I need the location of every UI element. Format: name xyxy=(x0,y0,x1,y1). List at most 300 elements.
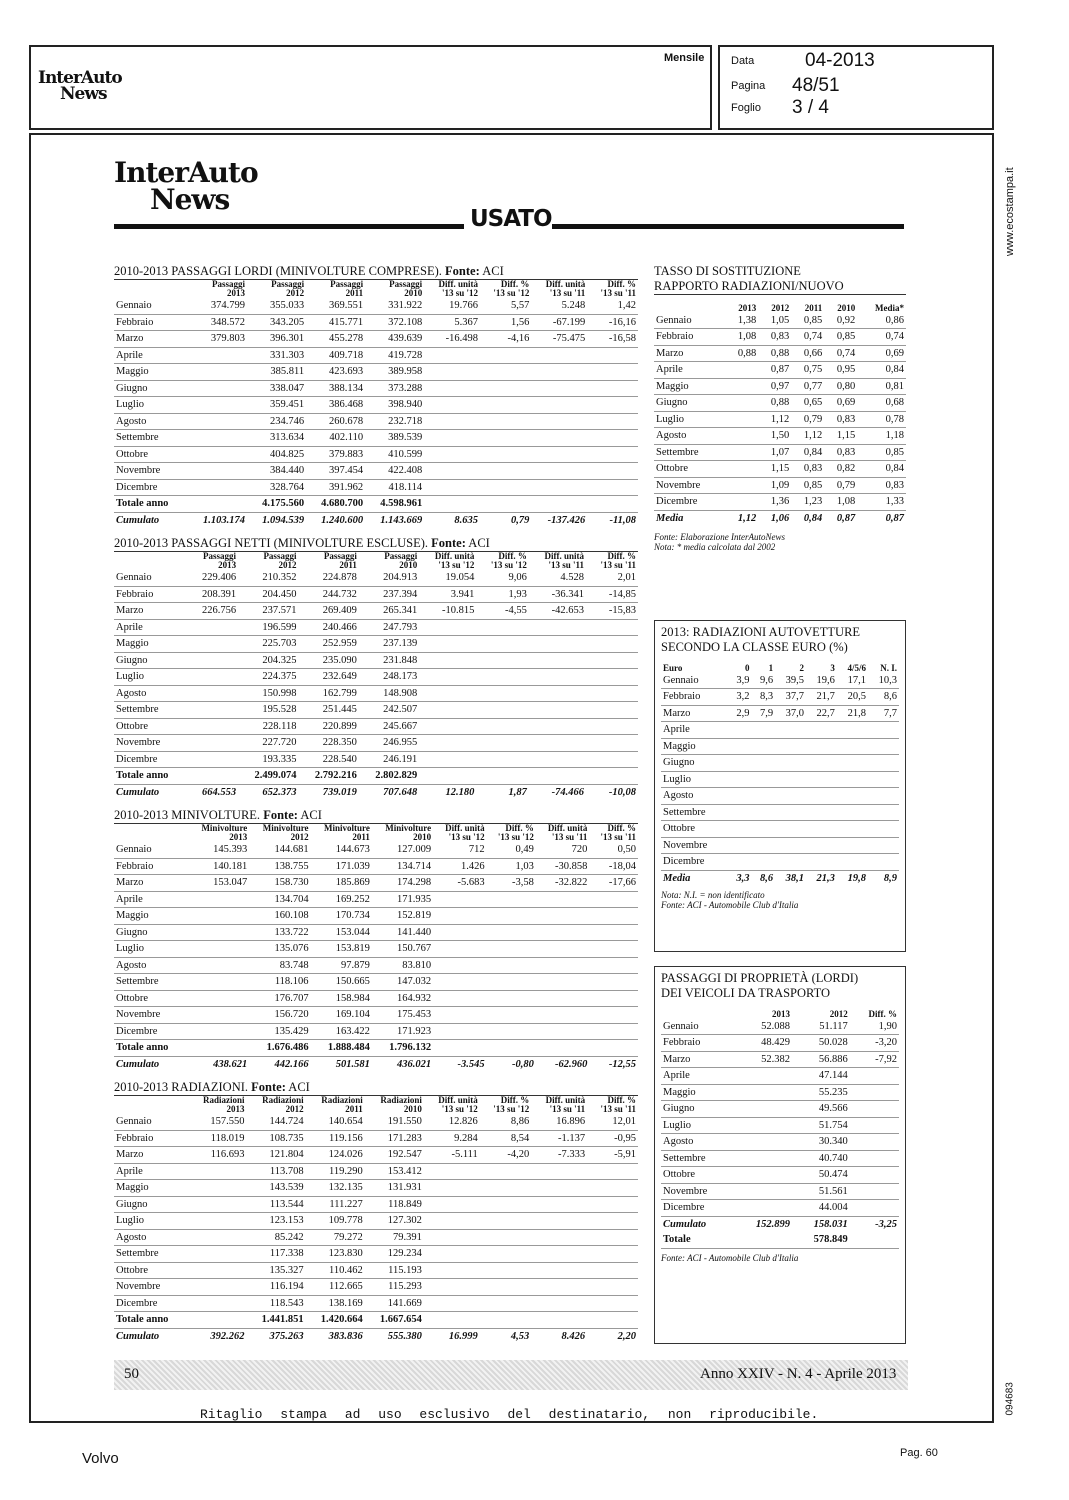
table-cell xyxy=(480,1213,531,1230)
table-cell xyxy=(536,908,590,925)
header-cell: Diff. unità '13 su '12 xyxy=(445,823,485,842)
header-cell: Diff. % '13 su '12 xyxy=(490,551,527,570)
table-row xyxy=(661,1200,899,1217)
table-cell: -12,55 xyxy=(608,1058,636,1070)
table-cell xyxy=(587,413,638,430)
table-cell: Maggio xyxy=(661,738,728,755)
header-cell: Passaggi 2013 xyxy=(212,279,246,298)
table-row xyxy=(661,1167,899,1184)
table-cell: 8.426 xyxy=(561,1330,586,1342)
table-row xyxy=(661,1150,899,1167)
table-cell: 85.242 xyxy=(247,1229,306,1246)
header-cell: Diff. % '13 su '11 xyxy=(600,279,636,298)
table-cell xyxy=(536,941,590,958)
table-cell xyxy=(487,990,536,1007)
table-cell xyxy=(480,479,531,496)
table-cell: 3,9 xyxy=(728,673,752,689)
table-cell: 153.047 xyxy=(188,875,249,892)
table-cell xyxy=(589,990,638,1007)
mensile-label: Mensile xyxy=(664,52,705,64)
table-cell xyxy=(419,685,476,702)
table-cell: -3.545 xyxy=(457,1058,485,1070)
table-cell: Settembre xyxy=(114,702,188,719)
table-cell: Gennaio xyxy=(661,673,728,689)
header-cell: Radiazioni 2010 xyxy=(380,1095,422,1114)
table-cell: 0,88 xyxy=(725,345,758,362)
table-cell xyxy=(433,957,487,974)
table-cell: 1.094.539 xyxy=(262,514,305,526)
table-cell xyxy=(188,1196,247,1213)
table-row xyxy=(114,702,638,719)
table-cell: 135.076 xyxy=(249,941,310,958)
table-cell: 22,7 xyxy=(806,705,837,722)
table-cell: 0,49 xyxy=(487,842,536,858)
table-cell: 1,90 xyxy=(850,1019,899,1035)
table-cell xyxy=(424,347,480,364)
table-cell: 10,3 xyxy=(868,673,899,689)
table-cell: 117.338 xyxy=(247,1246,306,1263)
table-cell: 1,38 xyxy=(725,313,758,329)
table-cell xyxy=(837,854,868,871)
table-cell xyxy=(728,738,752,755)
header-cell: 2011 xyxy=(804,302,823,313)
table-cell: 0,79 xyxy=(511,514,530,526)
table-cell: 0,65 xyxy=(791,395,824,412)
table-row xyxy=(114,768,638,785)
table-cell: 501.581 xyxy=(335,1058,370,1070)
table-cell: 135.327 xyxy=(247,1262,306,1279)
table-cell: 19.054 xyxy=(419,570,476,586)
table-cell: -3,25 xyxy=(875,1218,897,1230)
table-row xyxy=(114,1328,638,1344)
table-cell xyxy=(531,496,587,513)
table-cell: 49.566 xyxy=(792,1101,850,1118)
table-row xyxy=(661,755,899,772)
table-cell: 246.191 xyxy=(359,751,419,768)
table-row xyxy=(661,788,899,805)
table-cell: 328.764 xyxy=(247,479,306,496)
table-cell: 3,3 xyxy=(736,872,750,884)
table-cell: 195.528 xyxy=(238,702,298,719)
left-column xyxy=(114,264,638,1344)
table-cell: 1,93 xyxy=(476,586,529,603)
table-row xyxy=(114,784,638,800)
table-cell xyxy=(480,1246,531,1263)
r2-fonte: Fonte: ACI - Automobile Club d'Italia xyxy=(661,900,799,910)
table-cell xyxy=(587,496,638,513)
table-cell xyxy=(586,652,638,669)
table-cell: 123.830 xyxy=(306,1246,365,1263)
table-cell: 4.680.700 xyxy=(306,496,365,513)
table-cell xyxy=(734,1068,792,1085)
table-row xyxy=(661,1019,899,1035)
table-cell: 21,8 xyxy=(837,705,868,722)
table-cell xyxy=(531,1279,587,1296)
t1-title xyxy=(114,264,638,279)
table-cell: Luglio xyxy=(661,1117,734,1134)
table-cell xyxy=(586,636,638,653)
table-cell: -11,08 xyxy=(609,514,636,526)
table-cell xyxy=(725,461,758,478)
header-cell: Minivolture 2011 xyxy=(324,823,370,842)
table-cell: Ottobre xyxy=(114,446,188,463)
table-cell: 1,05 xyxy=(758,313,791,329)
table-cell xyxy=(587,479,638,496)
table-cell: Agosto xyxy=(654,428,725,445)
table-row xyxy=(114,1279,638,1296)
table-cell: -5.683 xyxy=(433,875,487,892)
footer-issue: Anno XXIV - N. 4 - Aprile 2013 xyxy=(700,1366,897,1382)
table-cell xyxy=(586,718,638,735)
table-cell xyxy=(587,397,638,414)
table-cell: 419.728 xyxy=(365,347,424,364)
table-cell: -75.475 xyxy=(531,331,587,348)
table-cell xyxy=(850,1134,899,1151)
header-cell: Diff. unità '13 su '12 xyxy=(438,279,479,298)
table-row xyxy=(114,570,638,586)
table-cell: 140.181 xyxy=(188,858,249,875)
table-cell: 652.373 xyxy=(262,786,297,798)
table-cell xyxy=(424,1180,480,1197)
table-cell: 204.913 xyxy=(359,570,419,586)
r2-title-1: 2013: RADIAZIONI AUTOVETTURE xyxy=(661,625,861,639)
table-cell: 0,80 xyxy=(824,378,857,395)
table-cell: 1.676.486 xyxy=(249,1040,310,1057)
table-cell: 171.039 xyxy=(311,858,372,875)
table-cell: 144.724 xyxy=(247,1114,306,1130)
table-row xyxy=(114,331,638,348)
table-cell: Settembre xyxy=(114,974,188,991)
table-cell: Totale anno xyxy=(114,768,188,785)
table-cell: 152.819 xyxy=(372,908,433,925)
table-cell: Ottobre xyxy=(661,1167,734,1184)
table-cell xyxy=(531,1295,587,1312)
table-cell xyxy=(837,771,868,788)
table-cell xyxy=(868,738,899,755)
table-cell: 134.714 xyxy=(372,858,433,875)
table-row xyxy=(661,1084,899,1101)
foglio-value: 3 / 4 xyxy=(792,97,829,118)
table-cell: -16,16 xyxy=(587,314,638,331)
table-cell xyxy=(433,1007,487,1024)
table-cell: Luglio xyxy=(114,1213,188,1230)
table-cell: 12,01 xyxy=(587,1114,638,1130)
table-cell: 355.033 xyxy=(247,298,306,314)
table-cell: 220.899 xyxy=(298,718,358,735)
table-row xyxy=(114,496,638,513)
table-cell: 0,88 xyxy=(758,395,791,412)
table-cell: 0,92 xyxy=(824,313,857,329)
table-cell xyxy=(728,821,752,838)
table-cell: 12.826 xyxy=(424,1114,480,1130)
table-row xyxy=(114,669,638,686)
table-cell xyxy=(424,1229,480,1246)
table-cell: 79.272 xyxy=(306,1229,365,1246)
table-cell xyxy=(480,364,531,381)
table-row xyxy=(114,1007,638,1024)
table-cell xyxy=(424,496,480,513)
table-cell: -1.137 xyxy=(531,1130,587,1147)
table-cell: 0,66 xyxy=(791,345,824,362)
t3-title xyxy=(114,808,638,823)
table-cell xyxy=(480,1262,531,1279)
table-cell: Aprile xyxy=(114,1163,188,1180)
table-cell xyxy=(589,908,638,925)
table-cell: 132.135 xyxy=(306,1180,365,1197)
table-cell xyxy=(850,1167,899,1184)
table-cell: 402.110 xyxy=(306,430,365,447)
table-cell: 0,69 xyxy=(857,345,906,362)
table-cell: 240.466 xyxy=(298,619,358,636)
table-cell xyxy=(424,1262,480,1279)
table-cell: 0,84 xyxy=(857,461,906,478)
table-cell: 331.922 xyxy=(365,298,424,314)
header-cell: 2012 xyxy=(829,1008,848,1019)
r2-body xyxy=(661,673,899,887)
table-cell: 4,53 xyxy=(510,1330,530,1342)
table-cell xyxy=(188,636,238,653)
table-cell: Ottobre xyxy=(114,1262,188,1279)
table-cell: 141.669 xyxy=(365,1295,424,1312)
euro-class-block xyxy=(654,620,906,952)
table-cell: 0,87 xyxy=(758,362,791,379)
table-cell: 246.955 xyxy=(359,735,419,752)
table-cell xyxy=(476,669,529,686)
table-cell: 30.340 xyxy=(792,1134,850,1151)
table-cell: 348.572 xyxy=(188,314,247,331)
table-cell: 237.139 xyxy=(359,636,419,653)
table-cell: 16.896 xyxy=(531,1114,587,1130)
table-cell: Luglio xyxy=(661,771,728,788)
t1-header-row xyxy=(114,280,638,299)
table-cell xyxy=(433,941,487,958)
table-cell: 242.507 xyxy=(359,702,419,719)
table-row xyxy=(661,722,899,739)
table-cell: 237.571 xyxy=(238,603,298,620)
table-cell: 5.367 xyxy=(424,314,480,331)
table-cell: 313.634 xyxy=(247,430,306,447)
table-cell: 208.391 xyxy=(188,586,238,603)
table-cell: 260.678 xyxy=(306,413,365,430)
table-cell xyxy=(728,771,752,788)
table-cell: Aprile xyxy=(114,891,188,908)
table-cell: 51.754 xyxy=(792,1117,850,1134)
table-cell: 244.732 xyxy=(298,586,358,603)
header-cell: Diff. unità '13 su '12 xyxy=(434,551,475,570)
table-row xyxy=(654,428,906,445)
table-cell xyxy=(806,854,837,871)
table-cell xyxy=(476,636,529,653)
table-cell: 0,95 xyxy=(824,362,857,379)
table-cell: 39,5 xyxy=(775,673,806,689)
table-cell xyxy=(188,1262,247,1279)
table-cell xyxy=(188,1023,249,1040)
table-cell xyxy=(536,990,590,1007)
table-cell xyxy=(587,1180,638,1197)
table-cell: 171.283 xyxy=(365,1130,424,1147)
table-cell xyxy=(536,1023,590,1040)
table-row xyxy=(114,735,638,752)
table-cell xyxy=(587,1163,638,1180)
table-cell xyxy=(480,380,531,397)
table-cell xyxy=(806,788,837,805)
table-row xyxy=(114,430,638,447)
table-cell xyxy=(433,891,487,908)
table-cell xyxy=(587,463,638,480)
table-cell: Aprile xyxy=(661,722,728,739)
table-row xyxy=(114,1040,638,1057)
table-cell: 384.440 xyxy=(247,463,306,480)
table-cell xyxy=(188,364,247,381)
table-cell xyxy=(188,990,249,1007)
table-cell: Febbraio xyxy=(114,586,188,603)
table-cell xyxy=(751,837,775,854)
table-cell: 231.848 xyxy=(359,652,419,669)
table-cell: 1,08 xyxy=(725,329,758,346)
table-cell: Marzo xyxy=(661,705,728,722)
table-row xyxy=(654,494,906,511)
table-cell: Maggio xyxy=(114,364,188,381)
table-cell: 2.802.829 xyxy=(359,768,419,785)
table-cell: -10,08 xyxy=(608,786,636,798)
table-cell: 0,74 xyxy=(824,345,857,362)
table-cell: 162.799 xyxy=(298,685,358,702)
table-cell: 7,7 xyxy=(868,705,899,722)
table-cell xyxy=(751,755,775,772)
table-cell: 37,0 xyxy=(775,705,806,722)
table-cell xyxy=(529,619,586,636)
table-cell: 0,87 xyxy=(836,512,856,524)
table-row xyxy=(114,512,638,528)
table-row xyxy=(654,477,906,494)
table-cell xyxy=(536,957,590,974)
table-cell: 442.166 xyxy=(274,1058,309,1070)
side-url: www.ecostampa.it xyxy=(1004,167,1016,256)
table-cell xyxy=(806,722,837,739)
table-cell xyxy=(587,1213,638,1230)
table-cell xyxy=(586,768,638,785)
table-cell xyxy=(529,702,586,719)
table-cell: 44.004 xyxy=(792,1200,850,1217)
table-cell xyxy=(531,397,587,414)
table-cell xyxy=(728,788,752,805)
table-cell: Totale xyxy=(661,1232,734,1248)
table-cell xyxy=(424,430,480,447)
table-cell: 1,56 xyxy=(480,314,531,331)
table-cell: 153.044 xyxy=(311,924,372,941)
table-cell xyxy=(476,768,529,785)
table-cell: 118.543 xyxy=(247,1295,306,1312)
table-cell: 228.540 xyxy=(298,751,358,768)
table-row xyxy=(114,636,638,653)
table-cell: Dicembre xyxy=(661,854,728,871)
table-cell: 51.117 xyxy=(792,1019,850,1035)
header-cell: 4/5/6 xyxy=(847,662,867,673)
table-cell: Dicembre xyxy=(114,479,188,496)
table-cell: Media xyxy=(663,872,691,884)
table-cell xyxy=(806,738,837,755)
table-cell xyxy=(586,735,638,752)
table-cell xyxy=(837,804,868,821)
table-cell: 578.849 xyxy=(792,1232,850,1248)
table-cell: 707.648 xyxy=(383,786,418,798)
table-cell: 224.375 xyxy=(238,669,298,686)
data-value: 04-2013 xyxy=(805,50,875,71)
table-cell xyxy=(725,444,758,461)
table-row xyxy=(661,1035,899,1052)
table-cell: 1,03 xyxy=(487,858,536,875)
table-cell: 0,85 xyxy=(824,329,857,346)
table-cell: 153.412 xyxy=(365,1163,424,1180)
table-row xyxy=(114,446,638,463)
table-cell: 0,83 xyxy=(857,477,906,494)
table-cell: Febbraio xyxy=(661,1035,734,1052)
table-cell: 160.108 xyxy=(249,908,310,925)
table-cell: 51.561 xyxy=(792,1183,850,1200)
table-cell: -16.498 xyxy=(424,331,480,348)
table-cell: 0,82 xyxy=(824,461,857,478)
table-cell: Gennaio xyxy=(654,313,725,329)
table-cell xyxy=(424,1246,480,1263)
table-cell xyxy=(536,974,590,991)
table-cell: 5,57 xyxy=(480,298,531,314)
table-cell xyxy=(480,446,531,463)
table-cell: 150.665 xyxy=(311,974,372,991)
r1-fonte: Fonte: Elaborazione InterAutoNews xyxy=(654,532,785,542)
table-row xyxy=(114,1147,638,1164)
table-cell: 210.352 xyxy=(238,570,298,586)
table-cell: 119.156 xyxy=(306,1130,365,1147)
table-cell: 3,2 xyxy=(728,689,752,706)
table-cell: 388.134 xyxy=(306,380,365,397)
table-cell: Agosto xyxy=(114,685,188,702)
table-cell: 4.528 xyxy=(529,570,586,586)
table-cell: 5.248 xyxy=(531,298,587,314)
table-cell xyxy=(476,735,529,752)
r2-head xyxy=(661,657,899,673)
table-block-1 xyxy=(114,264,638,528)
table-row xyxy=(661,673,899,689)
table-cell xyxy=(806,771,837,788)
table-cell: 83.810 xyxy=(372,957,433,974)
table-cell xyxy=(728,854,752,871)
table-cell xyxy=(188,430,247,447)
table-cell: 52.382 xyxy=(734,1051,792,1068)
table-cell xyxy=(188,957,249,974)
clip-notice: Ritaglio stampa ad uso esclusivo del destinatario, non riproducibile. xyxy=(200,1407,819,1422)
table-cell xyxy=(188,718,238,735)
table-cell xyxy=(531,479,587,496)
table-cell: 115.193 xyxy=(365,1262,424,1279)
table-cell xyxy=(433,974,487,991)
table-cell xyxy=(728,755,752,772)
header-cell: Passaggi 2012 xyxy=(263,551,297,570)
table-cell xyxy=(487,957,536,974)
table-cell: -3,20 xyxy=(850,1035,899,1052)
table-cell: 192.547 xyxy=(365,1147,424,1164)
header-cell: Passaggi 2011 xyxy=(330,279,364,298)
table-cell: 4.175.560 xyxy=(247,496,306,513)
table-cell: 0,79 xyxy=(791,411,824,428)
side-code: 094683 xyxy=(1004,1382,1016,1416)
table-cell xyxy=(188,652,238,669)
table-cell: 8,3 xyxy=(751,689,775,706)
t1-source: ACI xyxy=(482,264,504,278)
table-cell: 138.755 xyxy=(249,858,310,875)
table-cell: 375.263 xyxy=(269,1330,304,1342)
table-row xyxy=(114,941,638,958)
table-cell: 127.009 xyxy=(372,842,433,858)
